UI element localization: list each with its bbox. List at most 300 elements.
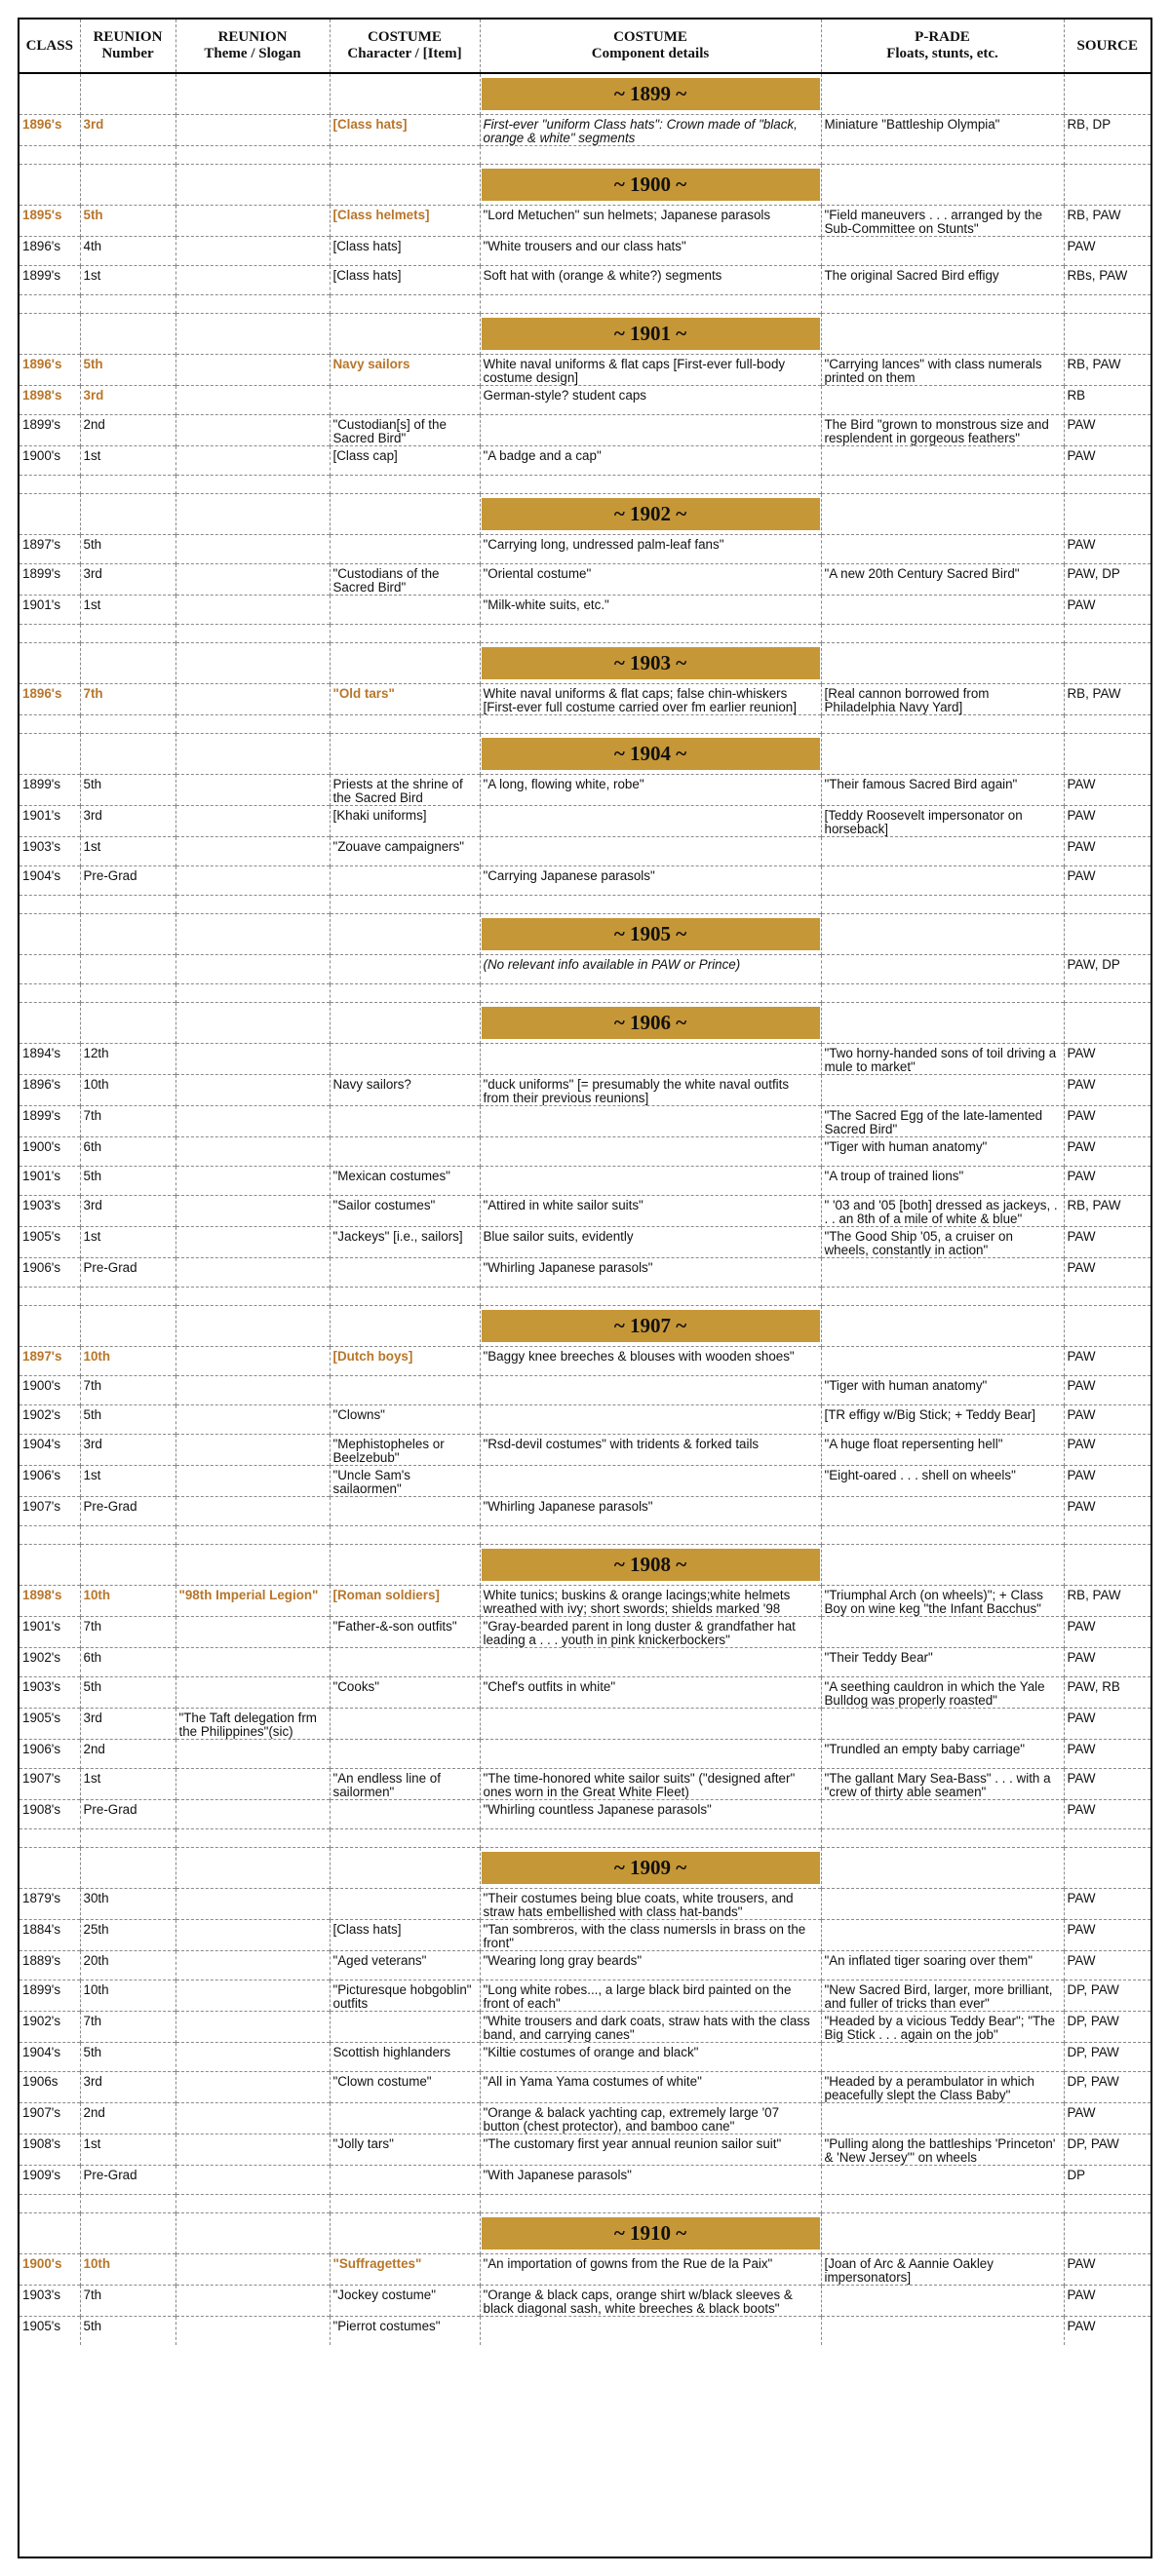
empty-cell bbox=[821, 1003, 1064, 1044]
empty-cell bbox=[821, 2213, 1064, 2254]
costume-character-cell bbox=[330, 2012, 480, 2043]
costume-character-cell: "Cooks" bbox=[330, 1677, 480, 1709]
reunion-number-cell: 5th bbox=[80, 775, 176, 806]
spacer-row bbox=[20, 476, 1150, 494]
reunion-number-cell: 3rd bbox=[80, 1435, 176, 1466]
spacer-cell bbox=[330, 1829, 480, 1848]
reunion-number-cell: 1st bbox=[80, 266, 176, 295]
table-row bbox=[20, 2134, 1150, 2166]
spacer-cell bbox=[330, 2195, 480, 2213]
spacer-row bbox=[20, 984, 1150, 1003]
reunion-theme-cell bbox=[176, 866, 330, 896]
empty-cell bbox=[330, 165, 480, 206]
year-header-row bbox=[20, 643, 1150, 684]
table-row bbox=[20, 1586, 1150, 1617]
empty-cell bbox=[176, 1848, 330, 1889]
empty-cell bbox=[1064, 734, 1150, 775]
spacer-cell bbox=[821, 476, 1064, 494]
reunion-number-cell: 1st bbox=[80, 1769, 176, 1800]
spacer-cell bbox=[821, 295, 1064, 314]
spacer-cell bbox=[480, 146, 821, 165]
reunion-theme-cell: "The Taft delegation frm the Philippines"(sic) bbox=[176, 1709, 330, 1740]
year-banner: ~ 1906 ~ bbox=[482, 1007, 820, 1039]
costume-character-cell: "Jackeys" [i.e., sailors] bbox=[330, 1227, 480, 1258]
header-reunion-number: REUNION Number bbox=[80, 19, 176, 73]
source-cell: PAW bbox=[1064, 1889, 1150, 1920]
reunion-number-cell bbox=[80, 955, 176, 984]
table-body bbox=[20, 73, 1150, 2345]
empty-cell bbox=[330, 734, 480, 775]
table-row bbox=[20, 955, 1150, 984]
spacer-cell bbox=[330, 476, 480, 494]
class-cell: 1896's bbox=[20, 684, 80, 715]
class-cell: 1908's bbox=[20, 1800, 80, 1829]
table-row bbox=[20, 115, 1150, 146]
class-cell: 1903's bbox=[20, 2286, 80, 2317]
prade-cell: "New Sacred Bird, larger, more brilliant, and fuller of tricks than ever" bbox=[821, 1980, 1064, 2012]
table-row bbox=[20, 564, 1150, 596]
reunion-theme-cell bbox=[176, 1227, 330, 1258]
source-cell: PAW bbox=[1064, 1347, 1150, 1376]
reunion-number-cell: 5th bbox=[80, 206, 176, 237]
table-row bbox=[20, 237, 1150, 266]
costume-details-cell: "Milk-white suits, etc." bbox=[480, 596, 821, 625]
reunion-theme-cell bbox=[176, 1769, 330, 1800]
spacer-row bbox=[20, 715, 1150, 734]
source-cell: PAW bbox=[1064, 806, 1150, 837]
spacer-cell bbox=[176, 2195, 330, 2213]
reunion-theme-cell bbox=[176, 2166, 330, 2195]
spacer-cell bbox=[20, 146, 80, 165]
costume-character-cell: "Mephistopheles or Beelzebub" bbox=[330, 1435, 480, 1466]
class-cell: 1907's bbox=[20, 1769, 80, 1800]
table-row bbox=[20, 446, 1150, 476]
costume-character-cell: [Class hats] bbox=[330, 237, 480, 266]
spacer-cell bbox=[176, 1526, 330, 1545]
spacer-row bbox=[20, 625, 1150, 643]
table-row bbox=[20, 1137, 1150, 1167]
source-cell: PAW bbox=[1064, 446, 1150, 476]
empty-cell bbox=[20, 494, 80, 535]
reunion-theme-cell bbox=[176, 2072, 330, 2103]
source-cell: DP, PAW bbox=[1064, 2072, 1150, 2103]
costume-character-cell: "Jockey costume" bbox=[330, 2286, 480, 2317]
empty-cell bbox=[20, 1545, 80, 1586]
table-row bbox=[20, 1435, 1150, 1466]
empty-cell bbox=[80, 73, 176, 115]
costume-character-cell: "Suffragettes" bbox=[330, 2254, 480, 2286]
spacer-cell bbox=[330, 1288, 480, 1306]
class-cell: 1901's bbox=[20, 806, 80, 837]
spacer-row bbox=[20, 1829, 1150, 1848]
class-cell: 1898's bbox=[20, 1586, 80, 1617]
prade-cell: [Joan of Arc & Aannie Oakley impersonators] bbox=[821, 2254, 1064, 2286]
empty-cell bbox=[821, 643, 1064, 684]
spacer-row bbox=[20, 146, 1150, 165]
class-cell: 1899's bbox=[20, 564, 80, 596]
spacer-cell bbox=[20, 2195, 80, 2213]
empty-cell bbox=[1064, 1848, 1150, 1889]
costume-details-cell: "Whirling countless Japanese parasols" bbox=[480, 1800, 821, 1829]
empty-cell bbox=[1064, 494, 1150, 535]
prade-cell: "Headed by a perambulator in which peacefully slept the Class Baby" bbox=[821, 2072, 1064, 2103]
costume-character-cell: "An endless line of sailormen" bbox=[330, 1769, 480, 1800]
empty-cell bbox=[330, 1545, 480, 1586]
prade-cell: "Carrying lances" with class numerals printed on them bbox=[821, 355, 1064, 386]
prade-cell bbox=[821, 1258, 1064, 1288]
costume-details-cell: "Orange & black caps, orange shirt w/black sleeves & black diagonal sash, white breeches & black boots" bbox=[480, 2286, 821, 2317]
empty-cell bbox=[176, 914, 330, 955]
empty-cell bbox=[20, 165, 80, 206]
table-row bbox=[20, 1740, 1150, 1769]
prade-cell bbox=[821, 1920, 1064, 1951]
costume-character-cell: Scottish highlanders bbox=[330, 2043, 480, 2072]
table-row bbox=[20, 1466, 1150, 1497]
costume-character-cell: "Custodian[s] of the Sacred Bird" bbox=[330, 415, 480, 446]
spacer-cell bbox=[176, 625, 330, 643]
costume-details-cell: "duck uniforms" [= presumably the white naval outfits from their previous reunions] bbox=[480, 1075, 821, 1106]
prade-cell: "A huge float repersenting hell" bbox=[821, 1435, 1064, 1466]
prade-cell: "Tiger with human anatomy" bbox=[821, 1137, 1064, 1167]
costume-character-cell: "Clowns" bbox=[330, 1405, 480, 1435]
year-banner-cell bbox=[480, 643, 821, 684]
class-cell: 1900's bbox=[20, 446, 80, 476]
empty-cell bbox=[20, 2213, 80, 2254]
class-cell: 1894's bbox=[20, 1044, 80, 1075]
empty-cell bbox=[330, 2213, 480, 2254]
source-cell: RBs, PAW bbox=[1064, 266, 1150, 295]
year-banner: ~ 1904 ~ bbox=[482, 738, 820, 770]
empty-cell bbox=[80, 1003, 176, 1044]
table-row bbox=[20, 1405, 1150, 1435]
year-banner-cell bbox=[480, 2213, 821, 2254]
spacer-row bbox=[20, 295, 1150, 314]
costume-details-cell: "Carrying long, undressed palm-leaf fans" bbox=[480, 535, 821, 564]
class-cell: 1896's bbox=[20, 355, 80, 386]
source-cell: PAW bbox=[1064, 1137, 1150, 1167]
class-cell: 1900's bbox=[20, 1376, 80, 1405]
class-cell: 1896's bbox=[20, 237, 80, 266]
costume-details-cell: Blue sailor suits, evidently bbox=[480, 1227, 821, 1258]
costume-character-cell bbox=[330, 1740, 480, 1769]
prade-cell bbox=[821, 1617, 1064, 1648]
costume-details-cell: "Whirling Japanese parasols" bbox=[480, 1497, 821, 1526]
spacer-cell bbox=[80, 1526, 176, 1545]
class-cell: 1899's bbox=[20, 1106, 80, 1137]
source-cell: PAW bbox=[1064, 1167, 1150, 1196]
empty-cell bbox=[1064, 314, 1150, 355]
class-cell: 1899's bbox=[20, 775, 80, 806]
empty-cell bbox=[80, 2213, 176, 2254]
spacer-cell bbox=[330, 896, 480, 914]
table-row bbox=[20, 1617, 1150, 1648]
costume-character-cell bbox=[330, 1709, 480, 1740]
class-cell: 1906s bbox=[20, 2072, 80, 2103]
year-banner: ~ 1908 ~ bbox=[482, 1549, 820, 1581]
class-cell: 1905's bbox=[20, 1227, 80, 1258]
table-row bbox=[20, 355, 1150, 386]
costume-character-cell: Priests at the shrine of the Sacred Bird bbox=[330, 775, 480, 806]
source-cell: PAW bbox=[1064, 866, 1150, 896]
costume-character-cell: [Class helmets] bbox=[330, 206, 480, 237]
empty-cell bbox=[176, 643, 330, 684]
costume-character-cell bbox=[330, 866, 480, 896]
reunion-theme-cell bbox=[176, 1196, 330, 1227]
prade-cell: "Their famous Sacred Bird again" bbox=[821, 775, 1064, 806]
costume-details-cell: "A badge and a cap" bbox=[480, 446, 821, 476]
class-cell: 1897's bbox=[20, 535, 80, 564]
source-cell: PAW bbox=[1064, 1044, 1150, 1075]
prade-cell bbox=[821, 1800, 1064, 1829]
spacer-cell bbox=[821, 1288, 1064, 1306]
reunion-number-cell: 3rd bbox=[80, 806, 176, 837]
table-row bbox=[20, 1347, 1150, 1376]
reunion-number-cell: 30th bbox=[80, 1889, 176, 1920]
reunion-theme-cell bbox=[176, 1167, 330, 1196]
source-cell: RB, PAW bbox=[1064, 684, 1150, 715]
table-row bbox=[20, 1497, 1150, 1526]
table-row bbox=[20, 2072, 1150, 2103]
spacer-cell bbox=[821, 984, 1064, 1003]
costume-details-cell: "Orange & balack yachting cap, extremely large '07 button (chest protector), and bamboo cane" bbox=[480, 2103, 821, 2134]
spacer-cell bbox=[821, 146, 1064, 165]
class-cell bbox=[20, 955, 80, 984]
costume-character-cell bbox=[330, 2103, 480, 2134]
spacer-cell bbox=[1064, 295, 1150, 314]
source-cell: RB bbox=[1064, 386, 1150, 415]
reunion-theme-cell bbox=[176, 1800, 330, 1829]
table-row bbox=[20, 1167, 1150, 1196]
reunion-number-cell: 1st bbox=[80, 446, 176, 476]
table-row bbox=[20, 1677, 1150, 1709]
empty-cell bbox=[330, 1003, 480, 1044]
spacer-cell bbox=[1064, 1829, 1150, 1848]
source-cell: PAW bbox=[1064, 1405, 1150, 1435]
source-cell: RB, PAW bbox=[1064, 206, 1150, 237]
costume-details-cell bbox=[480, 1167, 821, 1196]
costume-details-cell: (No relevant info available in PAW or Prince) bbox=[480, 955, 821, 984]
spacer-cell bbox=[330, 146, 480, 165]
prade-cell: [Real cannon borrowed from Philadelphia Navy Yard] bbox=[821, 684, 1064, 715]
empty-cell bbox=[176, 494, 330, 535]
spacer-cell bbox=[176, 715, 330, 734]
reunion-costume-table bbox=[20, 19, 1150, 2345]
year-header-row bbox=[20, 1306, 1150, 1347]
costume-character-cell bbox=[330, 955, 480, 984]
reunion-theme-cell bbox=[176, 2134, 330, 2166]
table-row bbox=[20, 2012, 1150, 2043]
costume-character-cell: "Sailor costumes" bbox=[330, 1196, 480, 1227]
class-cell: 1907's bbox=[20, 1497, 80, 1526]
source-cell: PAW bbox=[1064, 535, 1150, 564]
class-cell: 1905's bbox=[20, 2317, 80, 2346]
source-cell: PAW, RB bbox=[1064, 1677, 1150, 1709]
prade-cell: [TR effigy w/Big Stick; + Teddy Bear] bbox=[821, 1405, 1064, 1435]
spacer-cell bbox=[330, 625, 480, 643]
year-banner: ~ 1907 ~ bbox=[482, 1310, 820, 1342]
costume-details-cell: "Lord Metuchen" sun helmets; Japanese parasols bbox=[480, 206, 821, 237]
reunion-number-cell: 3rd bbox=[80, 1709, 176, 1740]
empty-cell bbox=[20, 914, 80, 955]
spacer-cell bbox=[176, 896, 330, 914]
spacer-cell bbox=[480, 625, 821, 643]
table-row bbox=[20, 535, 1150, 564]
source-cell: PAW bbox=[1064, 837, 1150, 866]
year-banner: ~ 1909 ~ bbox=[482, 1852, 820, 1884]
empty-cell bbox=[330, 1306, 480, 1347]
costume-character-cell: [Dutch boys] bbox=[330, 1347, 480, 1376]
costume-details-cell: "Carrying Japanese parasols" bbox=[480, 866, 821, 896]
reunion-theme-cell bbox=[176, 446, 330, 476]
class-cell: 1904's bbox=[20, 866, 80, 896]
class-cell: 1898's bbox=[20, 386, 80, 415]
empty-cell bbox=[821, 1848, 1064, 1889]
reunion-theme-cell bbox=[176, 2254, 330, 2286]
reunion-theme-cell bbox=[176, 1497, 330, 1526]
source-cell: PAW bbox=[1064, 1435, 1150, 1466]
reunion-theme-cell bbox=[176, 237, 330, 266]
year-banner-cell bbox=[480, 165, 821, 206]
reunion-number-cell: 1st bbox=[80, 837, 176, 866]
prade-cell: "The gallant Mary Sea-Bass" . . . with a "crew of thirty able seamen" bbox=[821, 1769, 1064, 1800]
reunion-number-cell: 5th bbox=[80, 1677, 176, 1709]
reunion-theme-cell bbox=[176, 806, 330, 837]
spacer-cell bbox=[480, 715, 821, 734]
spacer-cell bbox=[480, 295, 821, 314]
costume-details-cell: "With Japanese parasols" bbox=[480, 2166, 821, 2195]
empty-cell bbox=[821, 494, 1064, 535]
prade-cell bbox=[821, 1075, 1064, 1106]
empty-cell bbox=[330, 314, 480, 355]
empty-cell bbox=[1064, 1545, 1150, 1586]
empty-cell bbox=[80, 734, 176, 775]
spacer-cell bbox=[480, 1829, 821, 1848]
spacer-cell bbox=[80, 984, 176, 1003]
table-row bbox=[20, 2043, 1150, 2072]
source-cell: PAW bbox=[1064, 2254, 1150, 2286]
source-cell: PAW bbox=[1064, 2286, 1150, 2317]
empty-cell bbox=[176, 73, 330, 115]
reunion-number-cell: 5th bbox=[80, 355, 176, 386]
costume-details-cell: Soft hat with (orange & white?) segments bbox=[480, 266, 821, 295]
prade-cell: "The Good Ship '05, a cruiser on wheels, constantly in action" bbox=[821, 1227, 1064, 1258]
spacer-cell bbox=[1064, 715, 1150, 734]
header-costume-details: COSTUME Component details bbox=[480, 19, 821, 73]
costume-details-cell: "Oriental costume" bbox=[480, 564, 821, 596]
costume-details-cell: "Tan sombreros, with the class numersls in brass on the front" bbox=[480, 1920, 821, 1951]
table-row bbox=[20, 1106, 1150, 1137]
reunion-number-cell: 5th bbox=[80, 2317, 176, 2346]
source-cell: PAW bbox=[1064, 1951, 1150, 1980]
year-header-row bbox=[20, 73, 1150, 115]
header-source: SOURCE bbox=[1064, 19, 1150, 73]
reunion-theme-cell bbox=[176, 775, 330, 806]
year-banner-cell bbox=[480, 914, 821, 955]
reunion-theme-cell bbox=[176, 1648, 330, 1677]
table-row bbox=[20, 415, 1150, 446]
empty-cell bbox=[1064, 73, 1150, 115]
reunion-number-cell: 12th bbox=[80, 1044, 176, 1075]
source-cell: PAW bbox=[1064, 1769, 1150, 1800]
source-cell: PAW bbox=[1064, 1709, 1150, 1740]
empty-cell bbox=[80, 1306, 176, 1347]
table-row bbox=[20, 2317, 1150, 2346]
prade-cell bbox=[821, 386, 1064, 415]
costume-details-cell: First-ever "uniform Class hats": Crown made of "black, orange & white" segments bbox=[480, 115, 821, 146]
year-banner: ~ 1902 ~ bbox=[482, 498, 820, 530]
spacer-cell bbox=[80, 896, 176, 914]
empty-cell bbox=[1064, 1003, 1150, 1044]
reunion-number-cell: 7th bbox=[80, 2012, 176, 2043]
costume-character-cell bbox=[330, 1044, 480, 1075]
reunion-number-cell: 5th bbox=[80, 1405, 176, 1435]
spacer-cell bbox=[480, 1288, 821, 1306]
year-banner-cell bbox=[480, 314, 821, 355]
costume-details-cell: "All in Yama Yama costumes of white" bbox=[480, 2072, 821, 2103]
costume-character-cell: [Class hats] bbox=[330, 266, 480, 295]
empty-cell bbox=[1064, 165, 1150, 206]
prade-cell: "Tiger with human anatomy" bbox=[821, 1376, 1064, 1405]
reunion-number-cell: 6th bbox=[80, 1648, 176, 1677]
costume-details-cell: German-style? student caps bbox=[480, 386, 821, 415]
year-banner-cell bbox=[480, 73, 821, 115]
spacer-cell bbox=[176, 1829, 330, 1848]
source-cell: PAW bbox=[1064, 1497, 1150, 1526]
source-cell: PAW, DP bbox=[1064, 564, 1150, 596]
year-banner: ~ 1905 ~ bbox=[482, 918, 820, 950]
reunion-theme-cell bbox=[176, 1617, 330, 1648]
table-row bbox=[20, 775, 1150, 806]
costume-details-cell: "Gray-bearded parent in long duster & grandfather hat leading a . . . youth in pink knickerbockers" bbox=[480, 1617, 821, 1648]
prade-cell bbox=[821, 2317, 1064, 2346]
prade-cell: The Bird "grown to monstrous size and resplendent in gorgeous feathers" bbox=[821, 415, 1064, 446]
source-cell: PAW bbox=[1064, 2103, 1150, 2134]
year-banner-cell bbox=[480, 734, 821, 775]
year-header-row bbox=[20, 165, 1150, 206]
reunion-number-cell: 3rd bbox=[80, 1196, 176, 1227]
reunion-number-cell: 7th bbox=[80, 2286, 176, 2317]
prade-cell bbox=[821, 2166, 1064, 2195]
empty-cell bbox=[176, 1003, 330, 1044]
spacer-cell bbox=[480, 476, 821, 494]
costume-details-cell: "Their costumes being blue coats, white trousers, and straw hats embellished with class hat-bands" bbox=[480, 1889, 821, 1920]
costume-character-cell bbox=[330, 1648, 480, 1677]
table-row bbox=[20, 1044, 1150, 1075]
source-cell: DP, PAW bbox=[1064, 2012, 1150, 2043]
empty-cell bbox=[821, 1545, 1064, 1586]
reunion-theme-cell bbox=[176, 1405, 330, 1435]
class-cell: 1902's bbox=[20, 1405, 80, 1435]
year-banner-cell bbox=[480, 494, 821, 535]
spacer-cell bbox=[480, 2195, 821, 2213]
reunion-number-cell: 5th bbox=[80, 1167, 176, 1196]
costume-character-cell: [Khaki uniforms] bbox=[330, 806, 480, 837]
class-cell: 1901's bbox=[20, 596, 80, 625]
source-cell: PAW bbox=[1064, 2317, 1150, 2346]
empty-cell bbox=[80, 494, 176, 535]
empty-cell bbox=[330, 494, 480, 535]
prade-cell bbox=[821, 1497, 1064, 1526]
costume-character-cell: [Class cap] bbox=[330, 446, 480, 476]
costume-details-cell bbox=[480, 1044, 821, 1075]
empty-cell bbox=[176, 165, 330, 206]
costume-character-cell: "Clown costume" bbox=[330, 2072, 480, 2103]
source-cell: DP bbox=[1064, 2166, 1150, 2195]
empty-cell bbox=[176, 314, 330, 355]
spacer-cell bbox=[1064, 1526, 1150, 1545]
prade-cell bbox=[821, 955, 1064, 984]
class-cell: 1896's bbox=[20, 115, 80, 146]
